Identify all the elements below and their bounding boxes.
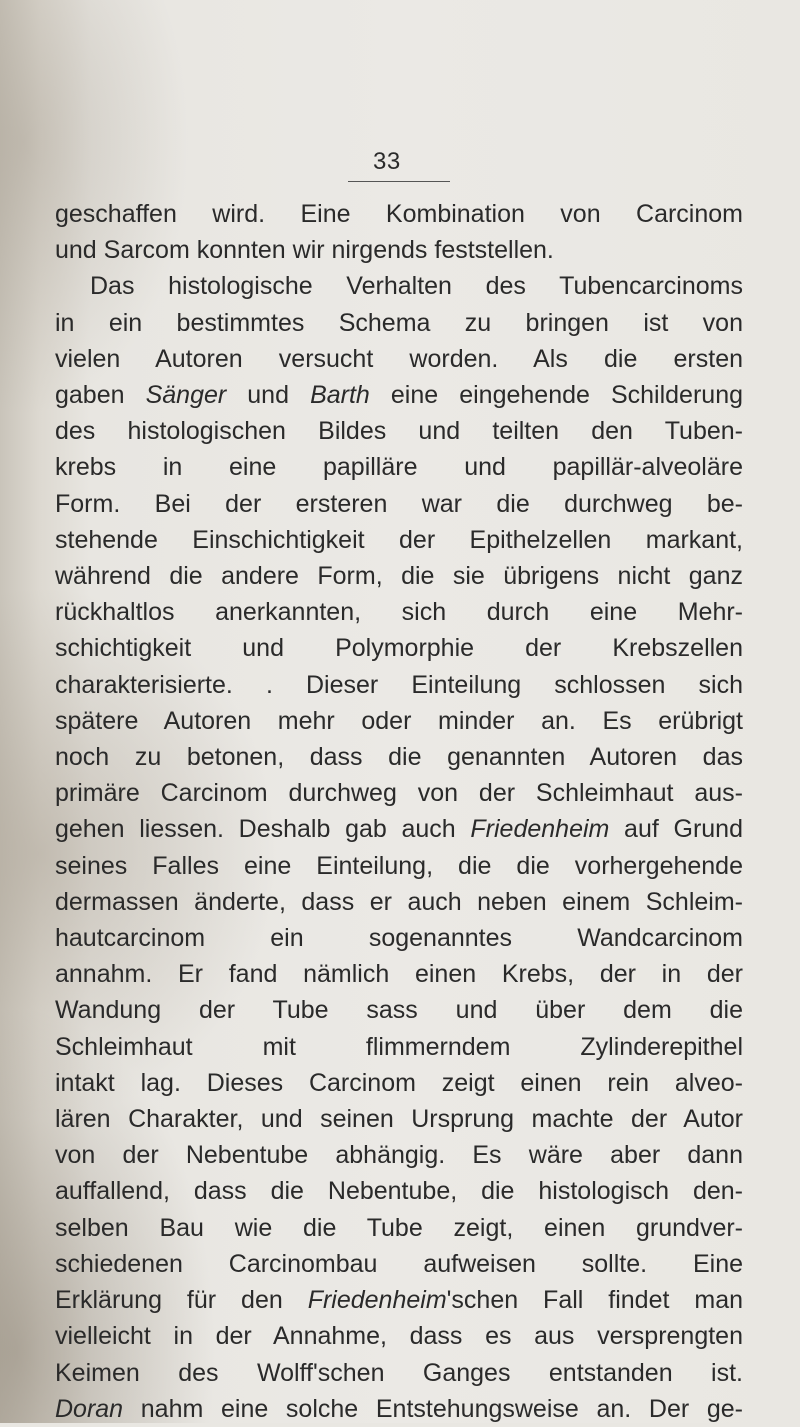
text-line: Schleimhaut mit flimmerndem Zylinderepithel bbox=[55, 1032, 743, 1061]
text-line: lären Charakter, und seinen Ursprung machte der Autor bbox=[55, 1105, 743, 1134]
header-rule bbox=[348, 181, 450, 182]
text-line: primäre Carcinom durchweg von der Schleimhaut aus- bbox=[55, 779, 743, 808]
text-line: Wandung der Tube sass und über dem die bbox=[55, 996, 743, 1025]
text-line: Erklärung für den Friedenheim'schen Fall findet man bbox=[55, 1286, 743, 1315]
text-line: selben Bau wie die Tube zeigt, einen grundver- bbox=[55, 1213, 743, 1242]
text-line: vielleicht in der Annahme, dass es aus versprengten bbox=[55, 1322, 743, 1351]
text-line: gaben Sänger und Barth eine eingehende Schilderung bbox=[55, 381, 744, 410]
text-line: rückhaltlos anerkannten, sich durch eine Mehr- bbox=[55, 598, 743, 627]
text-line: in ein bestimmtes Schema zu bringen ist von bbox=[55, 308, 743, 337]
text-line: Keimen des Wolff'schen Ganges entstanden ist. bbox=[55, 1358, 743, 1387]
text-line: und Sarcom konnten wir nirgends feststellen. bbox=[55, 236, 554, 265]
text-line: schiedenen Carcinombau aufweisen sollte. Eine bbox=[55, 1249, 743, 1278]
text-line: spätere Autoren mehr oder minder an. Es erübrigt bbox=[55, 706, 743, 735]
text-line: während die andere Form, die sie übrigens nicht ganz bbox=[55, 562, 743, 591]
text-line: Form. Bei der ersteren war die durchweg be- bbox=[55, 489, 743, 518]
text-line: krebs in eine papilläre und papillär-alveoläre bbox=[55, 453, 743, 482]
text-line: Doran nahm eine solche Entstehungsweise an. Der ge- bbox=[55, 1394, 743, 1423]
page-number: 33 bbox=[373, 148, 401, 175]
text-line: des histologischen Bildes und teilten den Tuben- bbox=[55, 417, 743, 446]
body-text bbox=[55, 196, 743, 1427]
italic-name: Sänger bbox=[145, 381, 227, 410]
text-line: Das histologische Verhalten des Tubencarcinoms bbox=[90, 272, 743, 301]
text-line: schichtigkeit und Polymorphie der Krebszellen bbox=[55, 634, 743, 663]
text-line: hautcarcinom ein sogenanntes Wandcarcinom bbox=[55, 924, 743, 953]
text-line: geschaffen wird. Eine Kombination von Carcinom bbox=[55, 200, 743, 228]
text-line: intakt lag. Dieses Carcinom zeigt einen rein alveo- bbox=[55, 1068, 743, 1097]
italic-name: Friedenheim bbox=[307, 1286, 447, 1315]
text-line: dermassen änderte, dass er auch neben einem Schleim- bbox=[55, 887, 743, 916]
italic-name: Barth bbox=[310, 381, 370, 410]
text-line: stehende Einschichtigkeit der Epithelzellen markant, bbox=[55, 525, 743, 554]
text-line: seines Falles eine Einteilung, die die vorhergehende bbox=[55, 851, 743, 880]
text-line: vielen Autoren versucht worden. Als die ersten bbox=[55, 344, 743, 373]
text-line: gehen liessen. Deshalb gab auch Friedenheim auf Grund bbox=[55, 815, 743, 844]
italic-name: Friedenheim bbox=[470, 815, 610, 844]
text-line: auffallend, dass die Nebentube, die histologisch den- bbox=[55, 1177, 743, 1206]
text-line: von der Nebentube abhängig. Es wäre aber dann bbox=[55, 1141, 743, 1170]
italic-name: Doran bbox=[55, 1394, 124, 1423]
text-line: noch zu betonen, dass die genannten Autoren das bbox=[55, 743, 743, 772]
text-line: annahm. Er fand nämlich einen Krebs, der in der bbox=[55, 960, 743, 989]
text-line: charakterisierte. . Dieser Einteilung schlossen sich bbox=[55, 670, 743, 699]
